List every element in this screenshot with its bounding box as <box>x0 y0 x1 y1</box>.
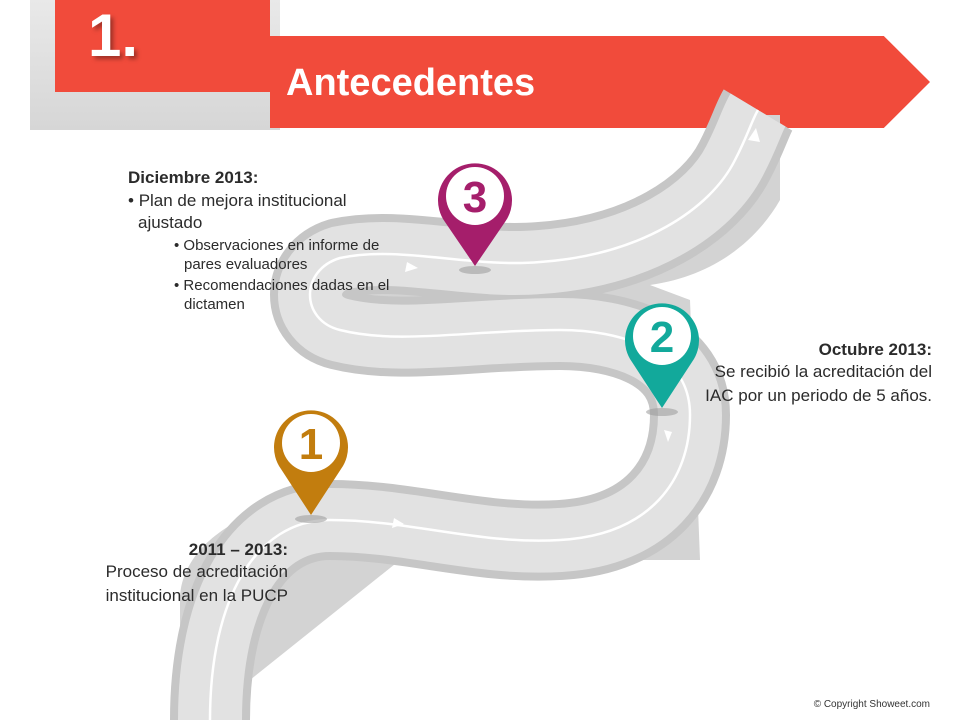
copyright-notice: © Copyright Showeet.com <box>813 699 930 710</box>
milestone-dec-2013 <box>128 168 398 314</box>
section-number: 1. <box>88 2 139 69</box>
marker-3-number: 3 <box>462 173 488 222</box>
milestone-body: Proceso de acreditación institucional en la PUCP <box>105 562 288 605</box>
milestone-item: • Plan de mejora institucional ajustado <box>128 191 347 232</box>
milestone-heading: Octubre 2013: <box>818 340 932 359</box>
milestone-oct-2013 <box>692 340 932 408</box>
milestone-2011-2013 <box>40 540 288 608</box>
milestone-subitem: • Observaciones en informe de pares evaluadores <box>174 237 380 273</box>
page-title: Antecedentes <box>286 62 536 104</box>
milestone-heading: 2011 – 2013: <box>188 540 288 559</box>
milestone-body: Se recibió la acreditación del IAC por un periodo de 5 años. <box>705 362 932 405</box>
marker-2-number: 2 <box>649 313 675 362</box>
milestone-subitem: • Recomendaciones dadas en el dictamen <box>174 277 390 313</box>
marker-1-number: 1 <box>298 420 324 469</box>
milestone-heading: Diciembre 2013: <box>128 168 259 187</box>
